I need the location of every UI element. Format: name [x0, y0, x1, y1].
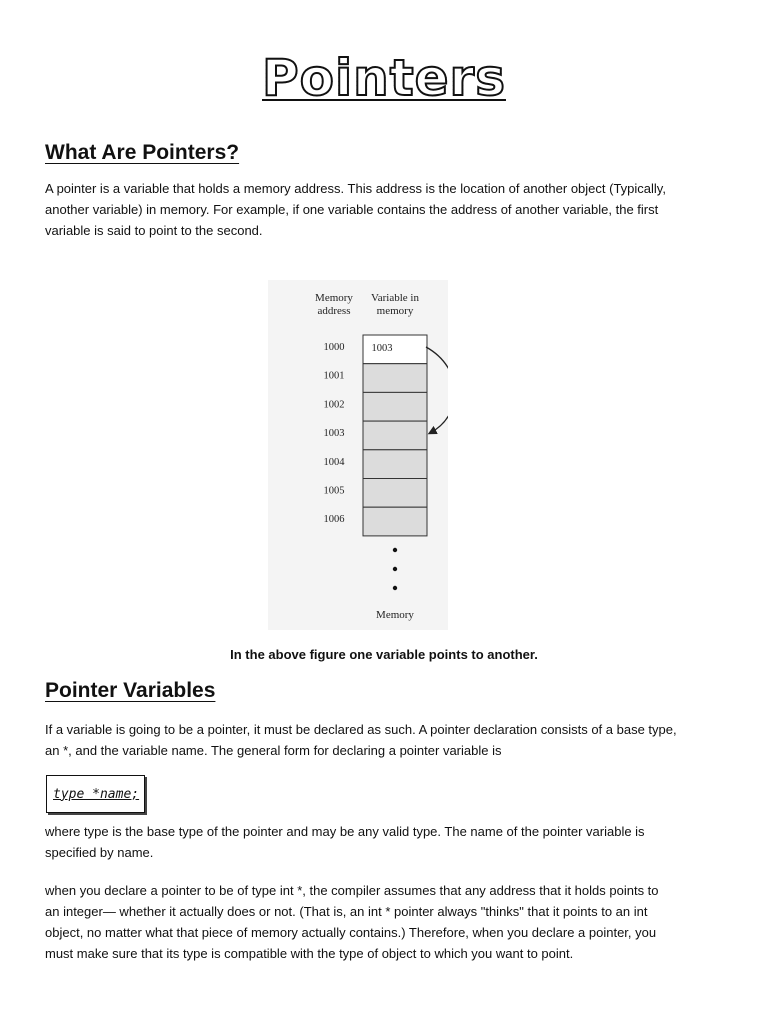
paragraph-line: specified by name. — [45, 845, 154, 860]
header-variable-in-memory-1: Variable in — [371, 292, 419, 304]
cell-value-1003: 1003 — [371, 343, 393, 354]
paragraph-declaration — [45, 719, 725, 761]
memory-cell — [363, 450, 427, 479]
address-label: 1005 — [323, 485, 345, 497]
paragraph-line: an *, and the variable name. The general form for declaring a pointer variable is — [45, 743, 502, 758]
paragraph-type-explanation — [45, 821, 725, 863]
paragraph-definition — [45, 178, 725, 241]
header-memory-address-1: Memory — [315, 292, 353, 304]
page-title: Pointers — [258, 50, 510, 106]
header-variable-in-memory-2: memory — [376, 305, 414, 317]
paragraph-line: object, no matter what that piece of memory actually contains.) Therefore, when you declare a pointer, you — [45, 925, 657, 940]
figure-caption: In the above figure one variable points to another. — [230, 647, 538, 662]
memory-cell — [363, 479, 427, 508]
paragraph-int-pointer — [45, 880, 725, 964]
paragraph-line: A pointer is a variable that holds a memory address. This address is the location of another object (Typically, — [45, 181, 666, 196]
code-box — [46, 775, 145, 813]
address-label: 1001 — [323, 370, 345, 382]
memory-cell — [363, 507, 427, 536]
ellipsis-dot — [393, 548, 397, 552]
paragraph-line: when you declare a pointer to be of type int *, the compiler assumes that any address that it holds points to — [45, 883, 659, 898]
section-heading-pointer-variables: Pointer Variables — [45, 679, 216, 702]
ellipsis-dot — [393, 586, 397, 590]
memory-diagram — [268, 280, 448, 630]
code-sample: type *name; — [53, 786, 140, 802]
address-label: 1002 — [323, 399, 345, 411]
paragraph-line: variable is said to point to the second. — [45, 223, 263, 238]
page-title-wrap — [0, 50, 768, 106]
memory-label: Memory — [376, 609, 414, 621]
address-label: 1004 — [323, 456, 345, 468]
paragraph-line: an integer— whether it actually does or not. (That is, an int * pointer always "thinks" that it points to an int — [45, 904, 648, 919]
paragraph-line: where type is the base type of the pointer and may be any valid type. The name of the pointer variable is — [45, 824, 645, 839]
memory-cell — [363, 364, 427, 393]
address-label: 1003 — [323, 428, 345, 440]
paragraph-line: another variable) in memory. For example, if one variable contains the address of another variable, the first — [45, 202, 659, 217]
ellipsis-dot — [393, 567, 397, 571]
section-heading-what-are-pointers: What Are Pointers? — [45, 141, 240, 164]
memory-cell — [363, 421, 427, 450]
header-memory-address-2: address — [317, 305, 351, 317]
paragraph-line: must make sure that its type is compatible with the type of object to which you want to point. — [45, 946, 574, 961]
memory-cell — [363, 392, 427, 421]
address-label: 1000 — [323, 342, 345, 353]
paragraph-line: If a variable is going to be a pointer, it must be declared as such. A pointer declaration consists of a base type, — [45, 722, 677, 737]
address-label: 1006 — [323, 514, 345, 526]
memory-cells — [363, 335, 427, 536]
